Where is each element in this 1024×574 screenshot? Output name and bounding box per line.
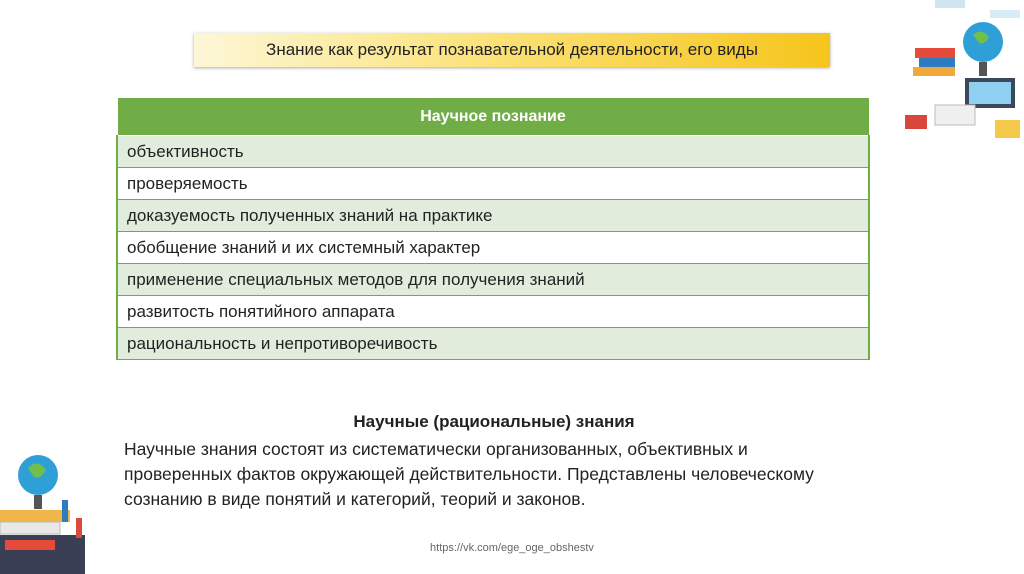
footer-url: https://vk.com/ege_oge_obshestv	[430, 542, 594, 554]
education-illustration-top-right	[895, 0, 1024, 150]
section-title: Научные (рациональные) знания	[353, 412, 635, 431]
table-header: Научное познание	[117, 98, 869, 136]
table-cell: обобщение знаний и их системный характер	[117, 232, 869, 264]
table-row	[117, 232, 869, 264]
table-row	[117, 168, 869, 200]
table-row	[117, 200, 869, 232]
table-cell: рациональность и непротиворечивость	[117, 328, 869, 360]
slide-title: Знание как результат познавательной деятельности, его виды	[194, 33, 830, 67]
table-cell: объективность	[117, 136, 869, 168]
table-row	[117, 296, 869, 328]
table-row	[117, 136, 869, 168]
table-cell: доказуемость полученных знаний на практике	[117, 200, 869, 232]
table-row	[117, 328, 869, 360]
table-cell: проверяемость	[117, 168, 869, 200]
section-text: Научные знания состоят из систематически организованных, объективных и проверенных фактов окружающей действительности. Представлены человеческому сознанию в виде понятий и категорий, теорий и законов.	[124, 439, 814, 509]
scientific-knowledge-table	[116, 97, 870, 360]
table-cell: применение специальных методов для получения знаний	[117, 264, 869, 296]
table-cell: развитость понятийного аппарата	[117, 296, 869, 328]
table-row	[117, 264, 869, 296]
